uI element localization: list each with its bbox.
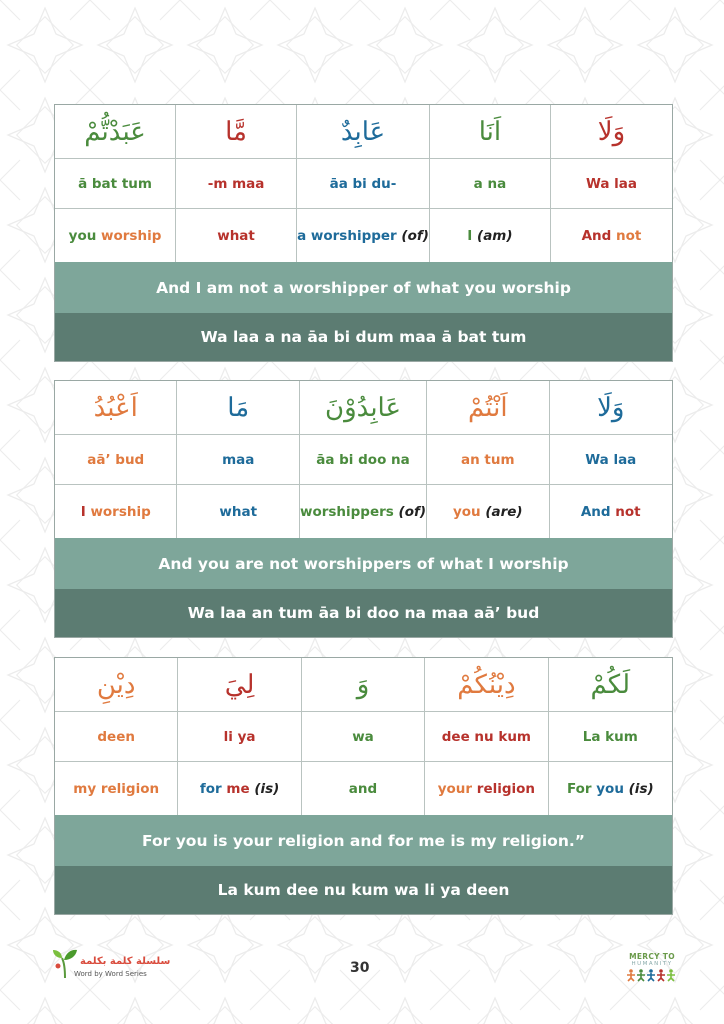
word-transliteration: Wa laa (550, 435, 672, 485)
verse-transliteration: Wa laa an tum āa bi doo na maa aā’ bud (55, 589, 672, 637)
arabic-word: اَنْتُمْ (427, 381, 549, 435)
translation-part: I (80, 503, 91, 520)
word-translation (430, 209, 551, 262)
translation-part: worship (90, 503, 151, 520)
translation-part: religion (100, 780, 160, 797)
verse-meaning: And you are not worshippers of what I worship (55, 538, 672, 589)
translation-part: And (581, 227, 617, 244)
arabic-word: مَا (177, 381, 299, 435)
translation-part: (of) (398, 503, 427, 520)
logo-english-text: Word by Word Series (74, 970, 147, 978)
translation-part: a worshipper (297, 227, 402, 244)
translation-part: (am) (477, 227, 513, 244)
translation-part: (is) (254, 780, 280, 797)
arabic-word: وَلَا (551, 105, 672, 159)
word-translation (297, 209, 430, 262)
translation-part: you (452, 503, 486, 520)
word-translation (427, 485, 549, 538)
translation-part: (are) (485, 503, 523, 520)
arabic-word: لَكُمْ (549, 658, 672, 712)
verse-block-1 (54, 104, 673, 362)
translation-part: and (348, 780, 378, 797)
translation-part: worship (101, 227, 162, 244)
translation-part: you (596, 780, 629, 797)
word-translation (549, 762, 672, 815)
logo-arabic-text: سلسلة كلمة بكلمة (80, 956, 171, 967)
word-transliteration: -m maa (176, 159, 297, 209)
verse-block-3 (54, 657, 673, 915)
translation-part: you (68, 227, 102, 244)
verse-transliteration: Wa laa a na āa bi dum maa ā bat tum (55, 313, 672, 361)
word-transliteration: dee nu kum (425, 712, 548, 762)
translation-part: not (615, 503, 641, 520)
word-transliteration: Wa laa (551, 159, 672, 209)
word-translation (178, 762, 301, 815)
word-transliteration: wa (302, 712, 425, 762)
word-translation (551, 209, 672, 262)
arabic-word: دِيْنُكُمْ (425, 658, 548, 712)
word-translation (425, 762, 548, 815)
arabic-word: عَبَدْتُّمْ (55, 105, 176, 159)
translation-part: worshippers (299, 503, 399, 520)
word-translation (550, 485, 672, 538)
word-translation (302, 762, 425, 815)
word-transliteration: aā’ bud (55, 435, 177, 485)
word-transliteration: an tum (427, 435, 549, 485)
translation-part: for (199, 780, 227, 797)
translation-part: your (437, 780, 477, 797)
word-translation (176, 209, 297, 262)
arabic-word: عَابِدُوْنَ (300, 381, 427, 435)
word-transliteration: La kum (549, 712, 672, 762)
word-transliteration: ā bat tum (55, 159, 176, 209)
arabic-word: عَابِدٌ (297, 105, 430, 159)
word-grid (55, 658, 672, 815)
arabic-word: وَلَا (550, 381, 672, 435)
translation-part: what (217, 227, 255, 244)
word-translation (55, 485, 177, 538)
word-grid (55, 381, 672, 538)
mercy-to-humanity-logo (622, 952, 682, 988)
word-by-word-logo (52, 946, 171, 984)
translation-part: I (467, 227, 478, 244)
translation-part: not (616, 227, 642, 244)
verse-meaning: And I am not a worshipper of what you worship (55, 262, 672, 313)
logo-line-2: HUMANITY (631, 961, 673, 967)
logo-line-1: MERCY TO (629, 952, 675, 961)
word-transliteration: li ya (178, 712, 301, 762)
verse-transliteration: La kum dee nu kum wa li ya deen (55, 866, 672, 914)
arabic-word: لِيَ (178, 658, 301, 712)
arabic-word: اَنَا (430, 105, 551, 159)
arabic-word: دِيْنِ (55, 658, 178, 712)
translation-part: religion (476, 780, 536, 797)
word-transliteration: āa bi doo na (300, 435, 427, 485)
word-translation (55, 762, 178, 815)
arabic-word: وَ (302, 658, 425, 712)
arabic-word: اَعْبُدُ (55, 381, 177, 435)
translation-part: my (73, 780, 101, 797)
translation-part: For (566, 780, 597, 797)
word-transliteration: deen (55, 712, 178, 762)
translation-part: me (226, 780, 255, 797)
translation-part: (of) (401, 227, 429, 244)
word-transliteration: āa bi du- (297, 159, 430, 209)
page-number: 30 (350, 960, 370, 976)
word-transliteration: maa (177, 435, 299, 485)
arabic-word: مَّا (176, 105, 297, 159)
word-translation (55, 209, 176, 262)
word-grid (55, 105, 672, 262)
translation-part: (is) (628, 780, 654, 797)
verse-meaning: For you is your religion and for me is my religion.” (55, 815, 672, 866)
page-footer (0, 950, 724, 990)
translation-part: And (580, 503, 616, 520)
word-translation (300, 485, 427, 538)
translation-part: what (219, 503, 258, 520)
people-icon (626, 968, 678, 982)
verse-block-2 (54, 380, 673, 638)
word-transliteration: a na (430, 159, 551, 209)
word-translation (177, 485, 299, 538)
